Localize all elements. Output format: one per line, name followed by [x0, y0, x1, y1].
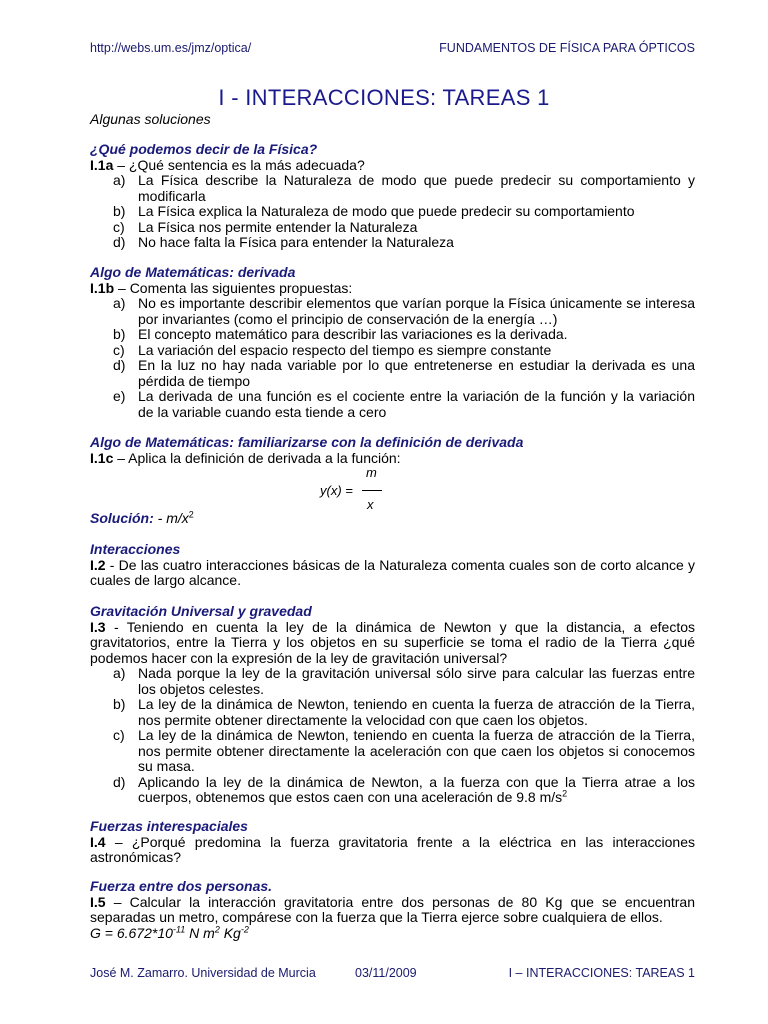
option-label: b): [113, 203, 126, 219]
unit-kg: Kg: [219, 924, 241, 941]
question-id: I.4: [90, 833, 106, 850]
question: [90, 620, 695, 667]
solution: [90, 511, 695, 527]
question-id: I.1a: [90, 156, 114, 173]
footer-doc-title: I – INTERACCIONES: TAREAS 1: [508, 966, 695, 980]
question: [90, 835, 695, 866]
section-derivative: [90, 265, 695, 420]
constant-value: G = 6.672*10: [90, 924, 173, 941]
fraction-bar: [362, 490, 382, 491]
question-text: – Comenta las siguientes propuestas:: [114, 279, 353, 296]
option-text: En la luz no hay nada variable por lo que entretenerse en estudiar la derivada es una pérdida de tiempo: [138, 357, 695, 389]
option-text: No hace falta la Física para entender la Naturaleza: [138, 234, 454, 250]
question: [90, 158, 695, 174]
option-label: a): [113, 665, 126, 681]
option-text: La Física nos permite entender la Naturaleza: [138, 218, 418, 235]
option-label: c): [113, 218, 125, 235]
section-heading: Gravitación Universal y gravedad: [90, 603, 312, 619]
section-physics: [90, 142, 695, 251]
section-interspace-forces: [90, 819, 695, 866]
solution-value: - m/x: [153, 510, 189, 526]
unit-nm-exponent: 2: [214, 923, 220, 934]
option-item: [90, 220, 695, 236]
option-label: b): [113, 326, 126, 342]
section-heading: ¿Qué podemos decir de la Física?: [90, 141, 318, 157]
header-course: FUNDAMENTOS DE FÍSICA PARA ÓPTICOS: [439, 41, 695, 55]
footer-author: José M. Zamarro. Universidad de Murcia: [90, 966, 316, 980]
option-exponent: 2: [562, 788, 568, 799]
option-text: La derivada de una función es el cociente entre la variación de la función y la variación de la variable cuando esta tiende a cero: [138, 388, 695, 420]
unit-nm: N m: [185, 924, 215, 941]
section-interactions: [90, 542, 695, 589]
subtitle: Algunas soluciones: [90, 111, 211, 127]
section-derivative-definition: [90, 435, 695, 466]
section-force-two-people: [90, 879, 695, 941]
gravitational-constant: [90, 923, 695, 942]
option-item: [90, 728, 695, 775]
solution-label: Solución:: [90, 510, 154, 526]
option-label: c): [113, 727, 125, 743]
option-text: Nada porque la ley de la gravitación universal sólo sirve para calcular las fuerzas entre los objetos celestes.: [138, 665, 695, 697]
header-url[interactable]: http://webs.um.es/jmz/optica/: [90, 41, 252, 55]
option-text: La Física describe la Naturaleza de modo que puede predecir su comportamiento y modificarla: [138, 172, 695, 204]
footer-date: 03/11/2009: [355, 966, 417, 980]
question-text: – Calcular la interacción gravitatoria entre dos personas de 80 Kg que se encuentran separadas un metro, compárese con la fuerza que la Tierra ejerce sobre cualquiera de ellos.: [90, 893, 695, 925]
question-id: I.1b: [90, 279, 115, 296]
question-text: – Aplica la definición de derivada a la función:: [113, 449, 401, 466]
question-text: – ¿Qué sentencia es la más adecuada?: [113, 156, 365, 173]
option-item: [90, 697, 695, 728]
option-item: [90, 666, 695, 697]
option-item: [90, 235, 695, 251]
option-label: e): [113, 388, 126, 404]
question: [90, 558, 695, 589]
option-label: a): [113, 172, 126, 188]
option-text: Aplicando la ley de la dinámica de Newton, a la fuerza con que la Tierra atrae a los cuerpos, obtenemos que estos caen con una aceleración de 9.8 m/s: [138, 773, 695, 805]
option-item: [90, 204, 695, 220]
option-item: [90, 343, 695, 359]
option-item: [90, 775, 695, 806]
options-list: [90, 666, 695, 806]
question-text: - Teniendo en cuenta la ley de la dinámica de Newton y que la distancia, a efectos gravitatorios, entre la Tierra y los objetos en su superficie se toma el radio de la Tierra ¿qué podemos hacer con la expresión de la ley de gravitación universal?: [90, 618, 695, 666]
options-list: [90, 173, 695, 251]
question-id: I.5: [90, 893, 106, 910]
formula-denominator: x: [367, 497, 374, 512]
option-item: [90, 296, 695, 327]
section-heading: Interacciones: [90, 541, 181, 557]
formula-lhs: y(x) =: [320, 483, 353, 498]
option-item: [90, 358, 695, 389]
option-text: La Física explica la Naturaleza de modo que puede predecir su comportamiento: [138, 203, 635, 219]
question-text: - De las cuatro interacciones básicas de la Naturaleza comenta cuales son de corto alcance y cuales de largo alcance.: [90, 556, 695, 588]
question: [90, 281, 695, 297]
unit-kg-exponent: -2: [240, 923, 249, 934]
question: [90, 895, 695, 926]
constant-exponent: -11: [172, 923, 186, 934]
page-title: I - INTERACCIONES: TAREAS 1: [218, 85, 550, 110]
section-heading: Algo de Matemáticas: derivada: [90, 264, 296, 280]
option-item: [90, 173, 695, 204]
section-heading: Fuerzas interespaciales: [90, 818, 248, 834]
option-text: La ley de la dinámica de Newton, teniendo en cuenta la fuerza de atracción de la Tierra, nos permite obtener directamente la velocidad con que caen los objetos.: [138, 696, 695, 728]
option-label: d): [113, 357, 126, 373]
option-item: [90, 327, 695, 343]
options-list: [90, 296, 695, 420]
option-label: a): [113, 295, 126, 311]
question-id: I.3: [90, 618, 106, 635]
section-heading: Algo de Matemáticas: familiarizarse con la definición de derivada: [90, 434, 524, 450]
option-text: No es importante describir elementos que varían porque la Física únicamente se interesa por invariantes (como el principio de conservación de la energía …): [138, 295, 695, 327]
option-text: La variación del espacio respecto del tiempo es siempre constante: [138, 341, 552, 358]
solution-exponent: 2: [188, 509, 194, 520]
question-id: I.2: [90, 556, 106, 573]
section-gravitation: [90, 604, 695, 806]
option-label: b): [113, 696, 126, 712]
option-label: c): [113, 341, 125, 358]
question: [90, 451, 695, 467]
option-text: La ley de la dinámica de Newton, teniendo en cuenta la fuerza de atracción de la Tierra, nos permite obtener directamente la aceleración con que caen los objetos si conocemos su masa.: [138, 727, 695, 774]
question-text: – ¿Porqué predomina la fuerza gravitatoria frente a la eléctrica en las interacciones astronómicas?: [90, 833, 695, 865]
option-label: d): [113, 773, 126, 790]
option-text: El concepto matemático para describir las variaciones es la derivada.: [138, 326, 568, 342]
formula-numerator: m: [366, 465, 377, 480]
option-item: [90, 389, 695, 420]
question-id: I.1c: [90, 449, 114, 466]
section-heading: Fuerza entre dos personas.: [90, 878, 273, 894]
option-label: d): [113, 234, 126, 250]
